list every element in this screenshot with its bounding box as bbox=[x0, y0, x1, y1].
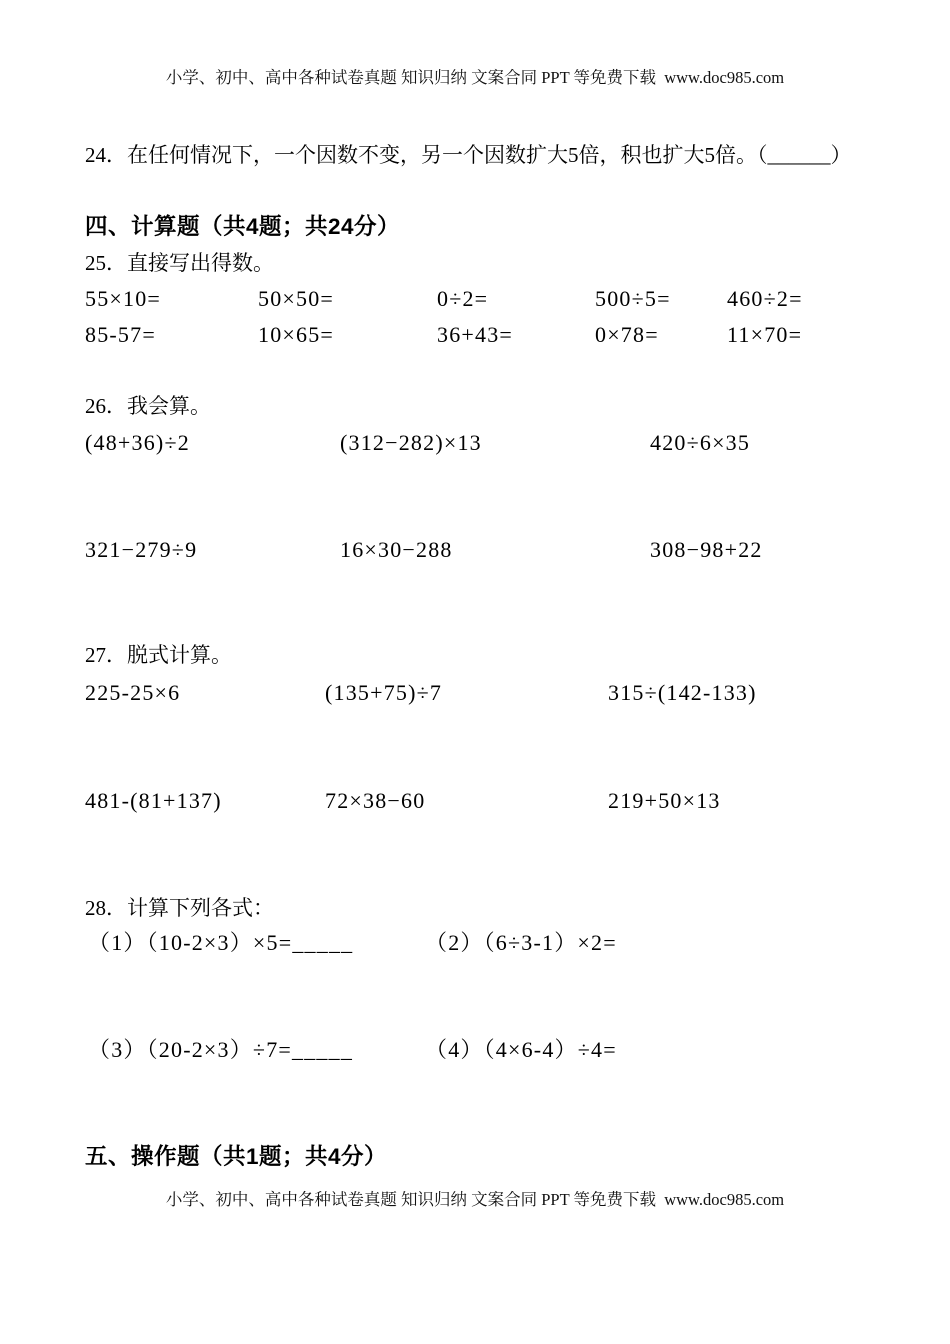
math-expression: 0÷2= bbox=[437, 286, 489, 311]
math-expression: 225-25×6 bbox=[85, 680, 181, 705]
math-expression: 321−279÷9 bbox=[85, 537, 198, 562]
q25-row-1 bbox=[85, 285, 803, 313]
question-27-label: 27．脱式计算。 bbox=[85, 643, 232, 667]
math-expression: 72×38−60 bbox=[325, 788, 426, 813]
math-expression: 50×50= bbox=[258, 286, 335, 311]
math-expression: 11×70= bbox=[727, 322, 803, 347]
math-expression: (48+36)÷2 bbox=[85, 430, 190, 455]
math-expression: (312−282)×13 bbox=[340, 430, 482, 455]
page-footer: 小学、初中、高中各种试卷真题 知识归纳 文案合同 PPT 等免费下载 www.doc985.com bbox=[165, 1190, 785, 1209]
math-expression: 55×10= bbox=[85, 286, 162, 311]
q28-row-2 bbox=[88, 1036, 617, 1064]
math-expression: 0×78= bbox=[595, 322, 659, 347]
math-expression: 219+50×13 bbox=[608, 788, 721, 813]
math-expression: 308−98+22 bbox=[650, 537, 763, 562]
math-expression: 500÷5= bbox=[595, 286, 671, 311]
math-expression: 481-(81+137) bbox=[85, 788, 222, 813]
math-expression: 10×65= bbox=[258, 322, 335, 347]
question-24-text: 24．在任何情况下，一个因数不变，另一个因数扩大5倍，积也扩大5倍。（______） bbox=[85, 143, 852, 167]
q28-row-1 bbox=[88, 929, 617, 957]
math-expression: （1）（10-2×3）×5=_____ bbox=[88, 930, 354, 955]
q26-row-2 bbox=[85, 536, 763, 564]
q27-row-1 bbox=[85, 679, 757, 707]
math-expression: （2）（6÷3-1）×2= bbox=[425, 930, 617, 955]
question-28-label: 28．计算下列各式： bbox=[85, 896, 274, 920]
question-26-label: 26．我会算。 bbox=[85, 394, 211, 418]
section-4-heading: 四、计算题（共4题；共24分） bbox=[85, 214, 401, 239]
math-expression: 460÷2= bbox=[727, 286, 803, 311]
math-expression: 420÷6×35 bbox=[650, 430, 751, 455]
math-expression: （3）（20-2×3）÷7=_____ bbox=[88, 1037, 354, 1062]
math-expression: 16×30−288 bbox=[340, 537, 453, 562]
q25-row-2 bbox=[85, 321, 802, 349]
question-25-label: 25．直接写出得数。 bbox=[85, 251, 274, 275]
math-expression: 85-57= bbox=[85, 322, 156, 347]
q27-row-2 bbox=[85, 787, 721, 815]
q26-row-1 bbox=[85, 429, 750, 457]
math-expression: （4）（4×6-4）÷4= bbox=[425, 1037, 617, 1062]
math-expression: 36+43= bbox=[437, 322, 514, 347]
page-header: 小学、初中、高中各种试卷真题 知识归纳 文案合同 PPT 等免费下载 www.doc985.com bbox=[165, 68, 785, 87]
section-5-heading: 五、操作题（共1题；共4分） bbox=[85, 1144, 388, 1169]
math-expression: (135+75)÷7 bbox=[325, 680, 443, 705]
math-expression: 315÷(142-133) bbox=[608, 680, 757, 705]
